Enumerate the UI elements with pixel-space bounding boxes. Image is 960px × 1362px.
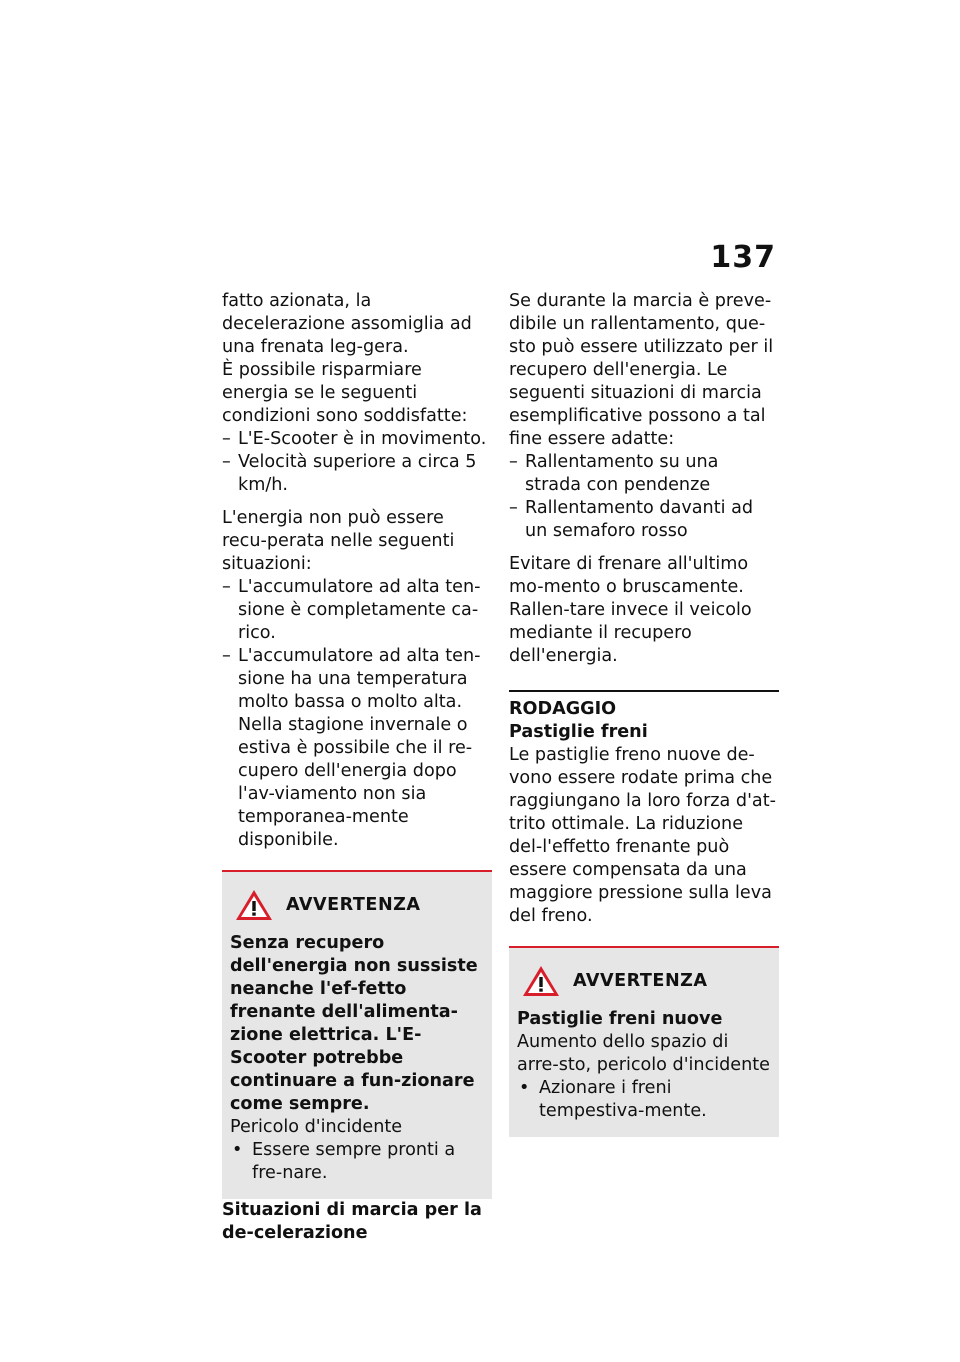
subheading: Pastiglie freni [509,722,648,742]
section-title: RODAGGIO [509,699,617,719]
section-rule [509,690,779,721]
warning-box [222,870,492,1199]
list-item-text: – L'E-Scooter è in movimento. [238,429,487,449]
warning-text: Aumento dello spazio di arre-sto, pericolo d'incidente [517,1032,771,1075]
list-item [222,451,492,497]
warning-consequence: Pericolo d'incidente [230,1117,403,1137]
warning-triangle-icon [234,888,274,922]
list-item [509,451,779,497]
warning-bold-text: Pastiglie freni nuove [517,1009,723,1029]
warning-action-text: Essere sempre pronti a fre-nare. [252,1140,456,1183]
warning-triangle-icon [521,964,561,998]
list-item [222,645,492,852]
paragraph: fatto azionata, la decelerazione assomiglia ad una frenata leg-gera. [222,291,472,357]
paragraph: Se durante la marcia è preve-dibile un rallentamento, que-sto può essere utilizzato per il recupero dell'energia. Le seguenti situazioni di marcia esemplificative possono a tal fine essere adatte: [509,291,774,449]
warning-action [230,1139,484,1185]
list-item-text: – Rallentamento su una strada con pendenze [525,452,719,495]
paragraph: Le pastiglie freno nuove de-vono essere rodate prima che raggiungano la loro forza d'at-trito ottimale. La riduzione del-l'effetto frenante può essere compensata da una maggiore pressione sulla leva del freno. [509,745,776,926]
paragraph: Evitare di frenare all'ultimo mo-mento o bruscamente. Rallen-tare invece il veicolo mediante il recupero dell'energia. [509,554,752,666]
list-item-text: – Rallentamento davanti ad un semaforo rosso [525,498,754,541]
list-item [222,428,492,451]
subheading: Situazioni di marcia per la de-celerazione [222,1200,482,1243]
page-number: 137 [710,240,776,275]
paragraph: L'energia non può essere recu-perata nelle seguenti situazioni: [222,508,455,574]
list-item [509,497,779,543]
right-column [509,290,779,1137]
warning-header [230,888,484,922]
list-item-text: – L'accumulatore ad alta ten-sione ha una temperatura molto bassa o molto alta. Nella stagione invernale o estiva è possibile che il re-cupero dell'energia dopo l'av-viamento non sia temporanea-mente disponibile. [238,646,481,850]
paragraph: È possibile risparmiare energia se le seguenti condizioni sono soddisfatte: [222,360,468,426]
warning-bold-text: Senza recupero dell'energia non sussiste neanche l'ef-fetto frenante dell'alimenta-zione elettrica. L'E-Scooter potrebbe continuare a fun-zionare come sempre. [230,933,478,1114]
list-item-text: – L'accumulatore ad alta ten-sione è completamente ca-rico. [238,577,481,643]
warning-action [517,1077,771,1123]
warning-header [517,964,771,998]
left-column [222,290,492,1245]
warning-action-text: Azionare i freni tempestiva-mente. [539,1078,707,1121]
list-item-text: – Velocità superiore a circa 5 km/h. [238,452,477,495]
warning-title: AVVERTENZA [286,894,421,915]
warning-box [509,946,779,1137]
list-item [222,576,492,645]
warning-title: AVVERTENZA [573,970,708,991]
